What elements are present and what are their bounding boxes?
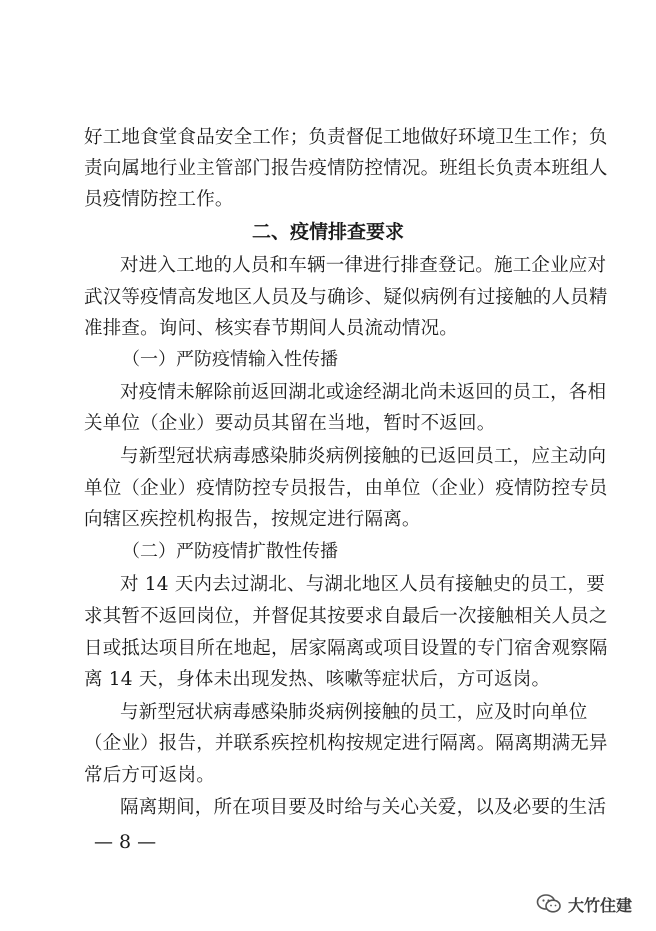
account-watermark [536, 892, 632, 916]
body-text-line: 对 14 天内去过湖北、与湖北地区人员有接触史的员工，要 [120, 574, 605, 595]
wechat-icon [536, 893, 562, 915]
body-text-line: 关单位（企业）要动员其留在当地，暂时不返回。 [84, 413, 496, 434]
body-text-line: 与新型冠状病毒感染肺炎病例接触的员工，应及时向单位 [120, 702, 588, 723]
subsection-heading: （一）严防疫情输入性传播 [122, 349, 338, 370]
body-text-line: 对进入工地的人员和车辆一律进行排查登记。施工企业应对 [120, 255, 607, 276]
subsection-heading: （二）严防疫情扩散性传播 [122, 541, 338, 562]
body-text-line: 单位（企业）疫情防控专员报告，由单位（企业）疫情防控专员 [84, 478, 608, 499]
body-text-line: 责向属地行业主管部门报告疫情防控情况。班组长负责本班组人 [84, 158, 608, 179]
body-text-line: 对疫情未解除前返回湖北或途经湖北尚未返回的员工，各相 [120, 382, 607, 403]
body-text-line: 向辖区疾控机构报告，按规定进行隔离。 [84, 509, 421, 530]
body-text-line: 隔离期间，所在项目要及时给与关心关爱，以及必要的生活 [120, 797, 607, 818]
body-text-line: 日或抵达项目所在地起，居家隔离或项目设置的专门宿舍观察隔 [84, 638, 608, 659]
body-text-line: 与新型冠状病毒感染肺炎病例接触的已返回员工，应主动向 [120, 446, 607, 467]
page-number: — 8 — [94, 831, 157, 853]
body-text-line: 准排查。询问、核实春节期间人员流动情况。 [84, 318, 459, 339]
account-name: 大竹住建 [568, 895, 633, 915]
section-heading: 二、疫情排查要求 [251, 221, 404, 243]
body-text-line: 好工地食堂食品安全工作；负责督促工地做好环境卫生工作；负 [84, 127, 608, 148]
body-text-line: 常后方可返岗。 [84, 765, 215, 786]
body-text-line: 武汉等疫情高发地区人员及与确诊、疑似病例有过接触的人员精 [84, 287, 608, 308]
body-text-line: 求其暂不返回岗位，并督促其按要求自最后一次接触相关人员之 [84, 606, 608, 627]
body-text-line: （企业）报告，并联系疾控机构按规定进行隔离。隔离期满无异 [84, 733, 608, 754]
body-text-line: 员疫情防控工作。 [84, 189, 234, 210]
body-text-line: 离 14 天，身体未出现发热、咳嗽等症状后，方可返岗。 [84, 669, 551, 690]
